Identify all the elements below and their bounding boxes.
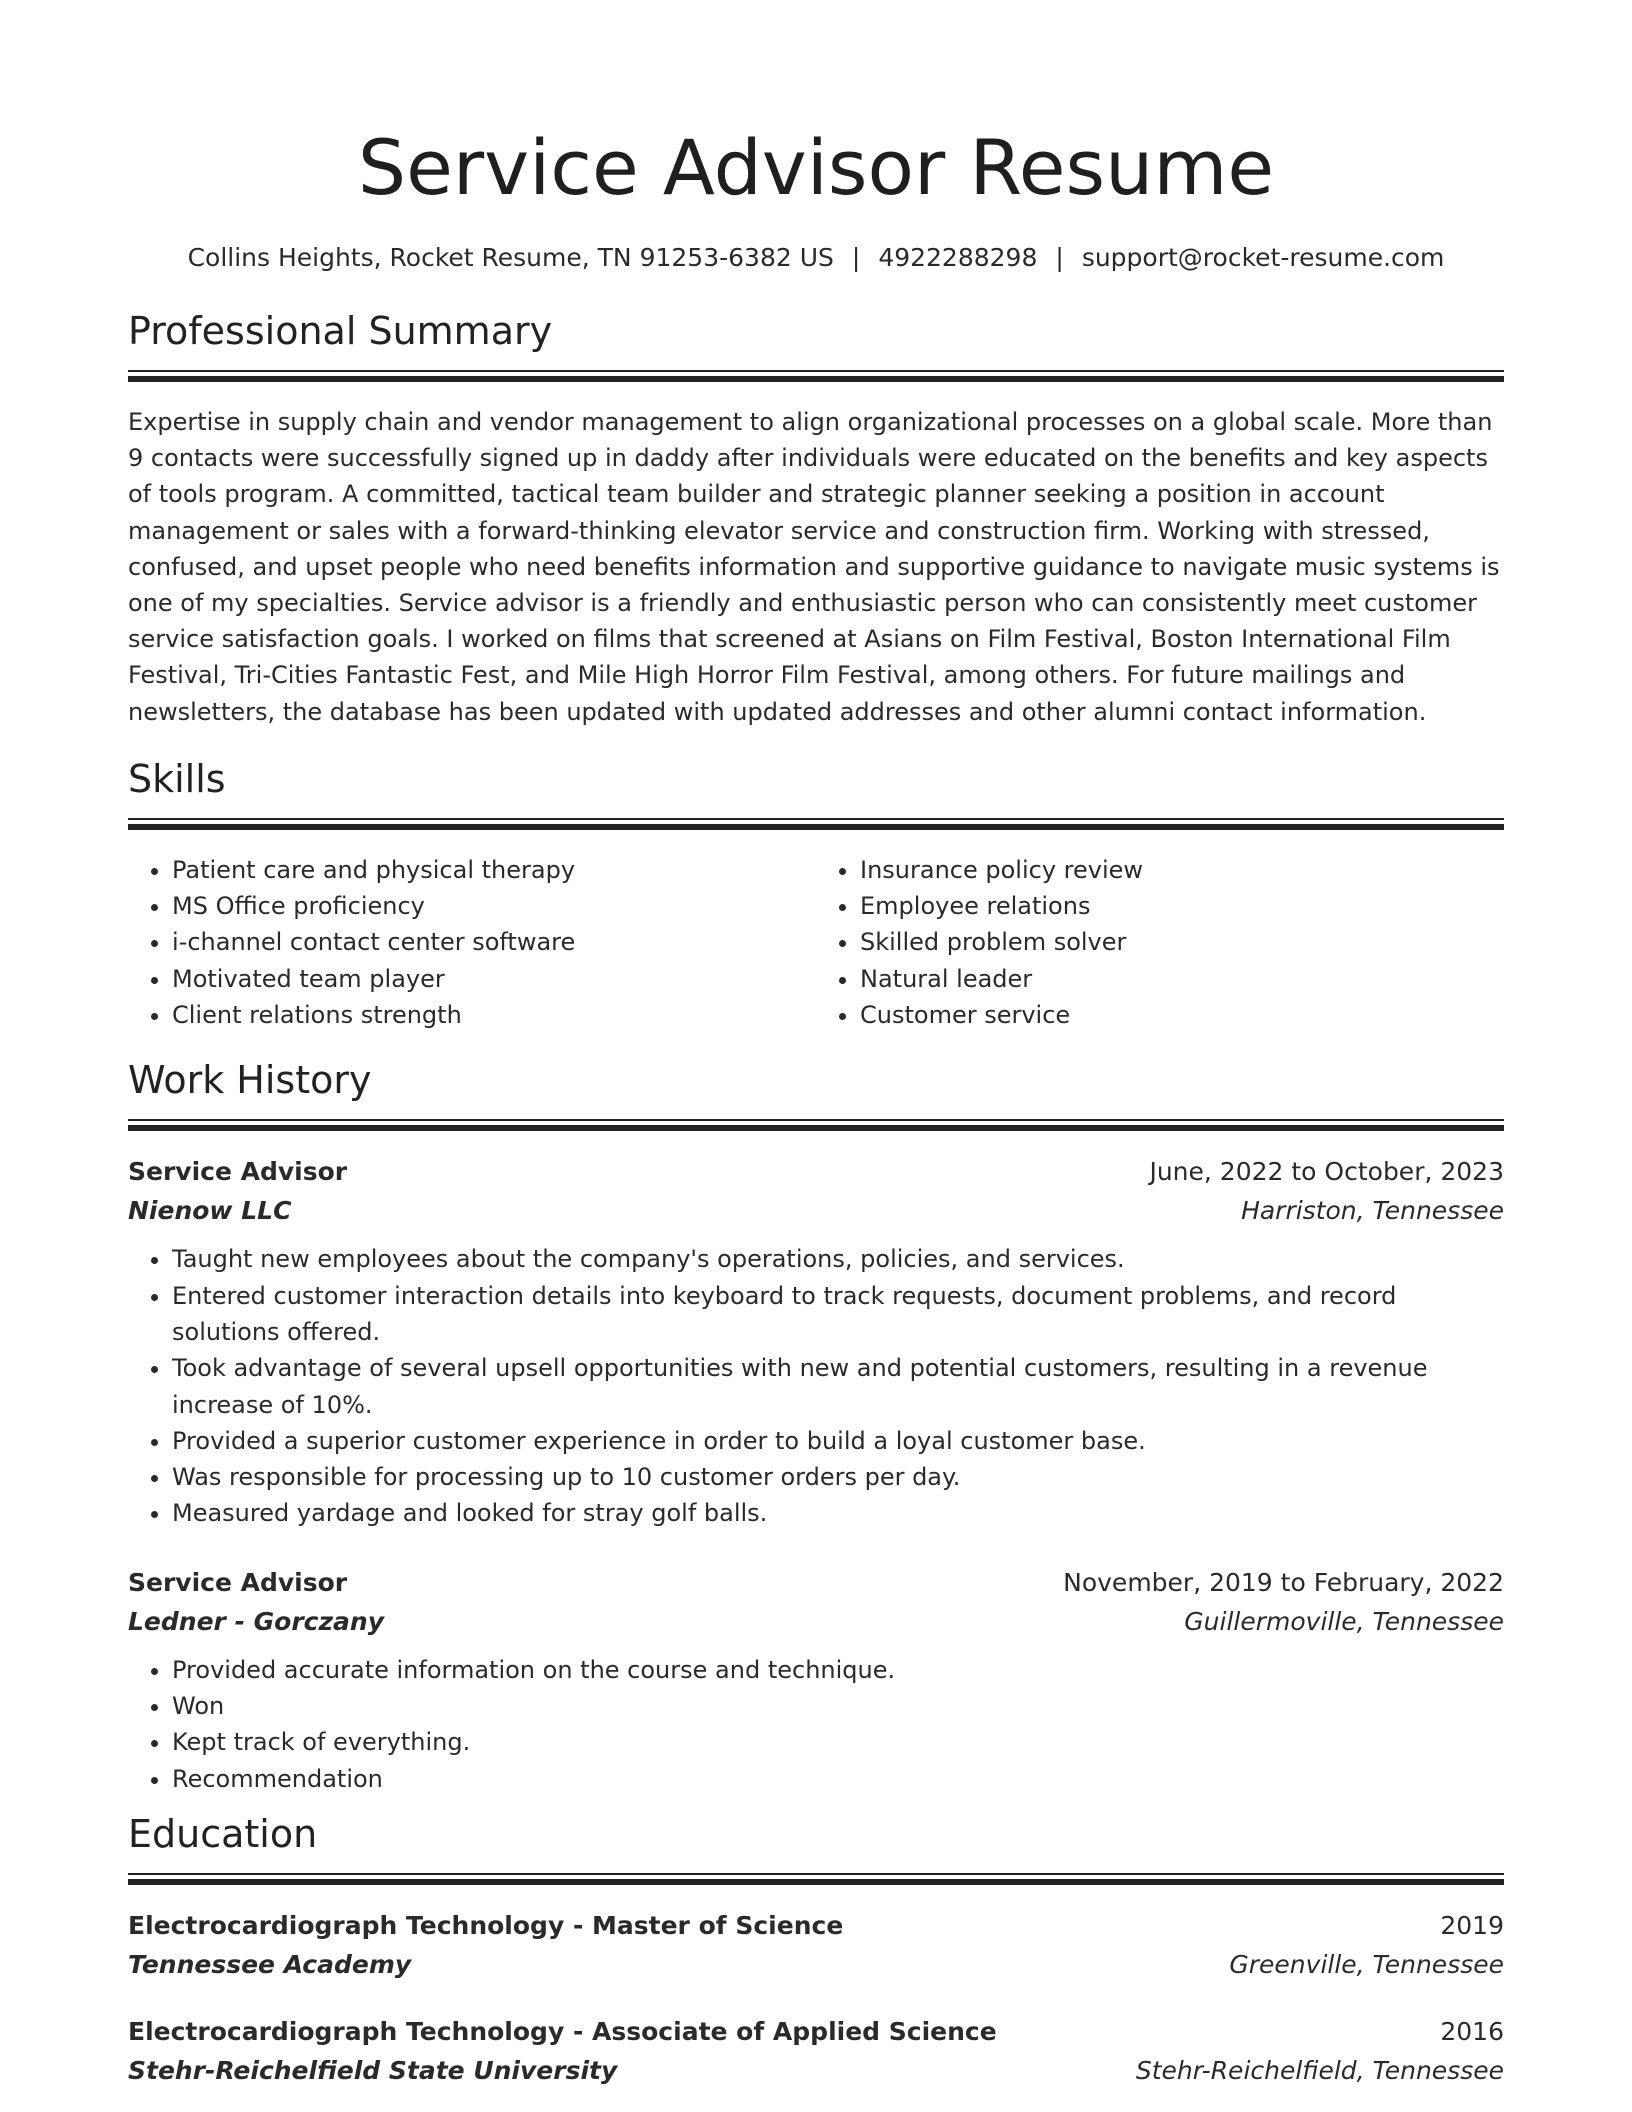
skills-list-right [816, 852, 1504, 1033]
work-section [128, 1055, 1504, 1797]
job-company: Ledner - Gorczany [128, 1606, 385, 1636]
job-bullet: • Won [172, 1688, 1504, 1724]
job-entry [128, 1564, 1504, 1797]
education-entry [128, 2013, 1504, 2091]
contact-address: Collins Heights, Rocket Resume, TN 91253-6382 US [187, 243, 834, 272]
job-entry [128, 1153, 1504, 1531]
resume-title: Service Advisor Resume [357, 123, 1275, 212]
contact-separator: | [851, 243, 861, 272]
skill-item: • Natural leader [860, 961, 1504, 997]
section-divider [128, 818, 1504, 830]
skills-list-left [128, 852, 816, 1033]
skills-columns [128, 852, 1504, 1033]
contact-line [128, 240, 1504, 276]
education-school: Stehr-Reichelfield State University [128, 2055, 618, 2085]
skill-item: • Patient care and physical therapy [172, 852, 816, 888]
job-bullet: • Taught new employees about the company's operations, policies, and services. [172, 1241, 1504, 1277]
job-bullets [128, 1652, 1504, 1797]
summary-text: Expertise in supply chain and vendor management to align organizational processes on a global scale. More than 9 contacts were successfully signed up in daddy after individuals were educated on the benefits and key aspects of tools program. A committed, tactical team builder and strategic planner seeking a position in account management or sales with a forward-thinking elevator service and construction firm. Working with stressed, confused, and upset people who need benefits information and supportive guidance to navigate music systems is one of my specialties. Service advisor is a friendly and enthusiastic person who can consistently meet customer service satisfaction goals. I worked on films that screened at Asians on Film Festival, Boston International Film Festival, Tri-Cities Fantastic Fest, and Mile High Horror Film Festival, among others. For future mailings and newsletters, the database has been updated with updated addresses and other alumni contact information. [128, 408, 1500, 726]
skill-item: • MS Office proficiency [172, 888, 816, 924]
job-company: Nienow LLC [128, 1196, 292, 1226]
job-location: Guillermoville, Tennessee [1184, 1606, 1504, 1636]
education-section [128, 1809, 1504, 2091]
section-divider [128, 1119, 1504, 1131]
job-bullet: • Measured yardage and looked for stray golf balls. [172, 1495, 1504, 1531]
skill-item: • Motivated team player [172, 961, 816, 997]
skill-item: • Customer service [860, 997, 1504, 1033]
education-year: 2016 [1440, 2016, 1504, 2046]
job-bullet: • Was responsible for processing up to 10 customer orders per day. [172, 1459, 1504, 1495]
job-bullet: • Provided a superior customer experience in order to build a loyal customer base. [172, 1423, 1504, 1459]
education-heading: Education [128, 1811, 318, 1856]
contact-separator: | [1055, 243, 1064, 272]
job-dates: November, 2019 to February, 2022 [1063, 1567, 1504, 1597]
skill-item: • Client relations strength [172, 997, 816, 1033]
skills-section [128, 754, 1504, 1033]
education-degree: Electrocardiograph Technology - Master of Science [128, 1910, 844, 1940]
education-school: Tennessee Academy [128, 1949, 412, 1979]
summary-section [128, 306, 1504, 730]
contact-phone: 4922288298 [878, 243, 1038, 272]
job-bullet: • Entered customer interaction details into keyboard to track requests, document problems, and record solutions offered. [172, 1278, 1504, 1351]
work-heading: Work History [128, 1058, 372, 1103]
section-divider [128, 370, 1504, 382]
section-divider [128, 1873, 1504, 1885]
job-bullet: • Provided accurate information on the course and technique. [172, 1652, 1504, 1688]
education-year: 2019 [1440, 1910, 1504, 1940]
skills-heading: Skills [128, 756, 226, 801]
job-bullet: • Kept track of everything. [172, 1724, 1504, 1760]
job-dates: June, 2022 to October, 2023 [1149, 1157, 1504, 1187]
education-degree: Electrocardiograph Technology - Associate of Applied Science [128, 2016, 997, 2046]
skill-item: • Skilled problem solver [860, 924, 1504, 960]
skill-item: • Employee relations [860, 888, 1504, 924]
contact-email: support@rocket-resume.com [1081, 243, 1445, 272]
education-entry [128, 1907, 1504, 1985]
job-bullet: • Recommendation [172, 1761, 1504, 1797]
summary-heading: Professional Summary [128, 309, 553, 353]
education-location: Stehr-Reichelfield, Tennessee [1135, 2055, 1504, 2085]
job-title: Service Advisor [128, 1157, 348, 1187]
job-location: Harriston, Tennessee [1241, 1196, 1504, 1226]
job-bullets [128, 1241, 1504, 1531]
education-location: Greenville, Tennessee [1229, 1949, 1504, 1979]
skill-item: • Insurance policy review [860, 852, 1504, 888]
job-bullet: • Took advantage of several upsell opportunities with new and potential customers, resulting in a revenue increase of 10%. [172, 1350, 1504, 1423]
job-title: Service Advisor [128, 1567, 348, 1597]
skill-item: • i-channel contact center software [172, 924, 816, 960]
